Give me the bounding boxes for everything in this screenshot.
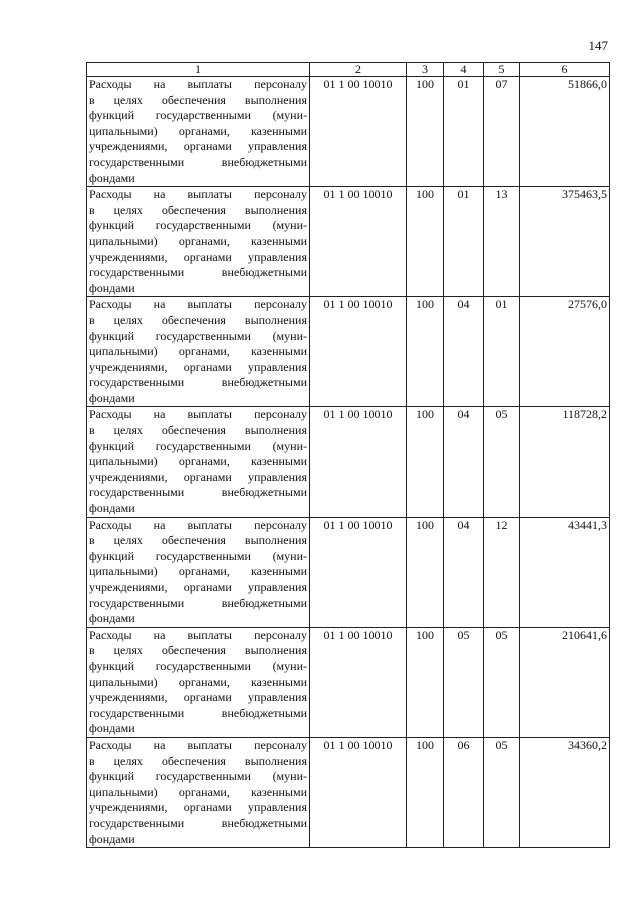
section-cell: 01 <box>444 77 484 187</box>
column-header-6: 6 <box>520 63 610 77</box>
expense-name-cell <box>87 627 310 737</box>
expense-name-line: ципальными) органами, казенными <box>89 454 307 469</box>
target-code-cell: 01 1 00 10010 <box>310 407 407 517</box>
expense-name-line: Расходы на выплаты персоналу <box>89 407 307 422</box>
expense-name-cell <box>87 297 310 407</box>
expense-name-line: фондами <box>89 611 135 626</box>
target-code-cell: 01 1 00 10010 <box>310 187 407 297</box>
budget-table <box>86 62 610 848</box>
subsection-cell: 12 <box>484 517 520 627</box>
expense-name-line: в целях обеспечения выполнения <box>89 312 307 327</box>
expense-name-line: ципальными) органами, казенными <box>89 233 307 248</box>
expense-name-line: функций государственными (муни- <box>89 658 307 673</box>
expense-name-line: в целях обеспечения выполнения <box>89 533 307 548</box>
expense-name-line: функций государственными (муни- <box>89 328 307 343</box>
expense-name-line: учреждениями, органами управления <box>89 359 307 374</box>
expense-name-line: Расходы на выплаты персоналу <box>89 187 307 202</box>
amount-cell: 34360,2 <box>520 737 610 847</box>
expense-name-line: учреждениями, органами управления <box>89 690 307 705</box>
expense-name-line: Расходы на выплаты персоналу <box>89 737 307 752</box>
expense-type-cell: 100 <box>407 187 444 297</box>
expense-name-line: государственными внебюджетными <box>89 265 307 280</box>
amount-cell: 27576,0 <box>520 297 610 407</box>
section-cell: 04 <box>444 297 484 407</box>
expense-name-line: в целях обеспечения выполнения <box>89 753 307 768</box>
expense-type-cell: 100 <box>407 77 444 187</box>
expense-name-line: Расходы на выплаты персоналу <box>89 297 307 312</box>
target-code-cell: 01 1 00 10010 <box>310 627 407 737</box>
subsection-cell: 05 <box>484 627 520 737</box>
expense-name-line: учреждениями, органами управления <box>89 249 307 264</box>
expense-name-line: учреждениями, органами управления <box>89 139 307 154</box>
expense-name-cell <box>87 737 310 847</box>
subsection-cell: 13 <box>484 187 520 297</box>
expense-type-cell: 100 <box>407 737 444 847</box>
target-code-cell: 01 1 00 10010 <box>310 297 407 407</box>
section-cell: 04 <box>444 407 484 517</box>
expense-name-line: ципальными) органами, казенными <box>89 123 307 138</box>
expense-name-line: фондами <box>89 390 135 405</box>
expense-name-line: функций государственными (муни- <box>89 108 307 123</box>
expense-name-cell <box>87 407 310 517</box>
column-header-3: 3 <box>407 63 444 77</box>
amount-cell: 43441,3 <box>520 517 610 627</box>
amount-cell: 210641,6 <box>520 627 610 737</box>
target-code-cell: 01 1 00 10010 <box>310 737 407 847</box>
amount-cell: 118728,2 <box>520 407 610 517</box>
expense-name-line: в целях обеспечения выполнения <box>89 423 307 438</box>
expense-name-line: в целях обеспечения выполнения <box>89 643 307 658</box>
expense-name-line: учреждениями, органами управления <box>89 800 307 815</box>
table-row <box>87 187 610 297</box>
expense-name-line: государственными внебюджетными <box>89 375 307 390</box>
target-code-cell: 01 1 00 10010 <box>310 517 407 627</box>
subsection-cell: 01 <box>484 297 520 407</box>
amount-cell: 375463,5 <box>520 187 610 297</box>
expense-type-cell: 100 <box>407 297 444 407</box>
expense-name-line: функций государственными (муни- <box>89 769 307 784</box>
subsection-cell: 05 <box>484 407 520 517</box>
expense-name-line: ципальными) органами, казенными <box>89 344 307 359</box>
subsection-cell: 07 <box>484 77 520 187</box>
amount-cell: 51866,0 <box>520 77 610 187</box>
expense-type-cell: 100 <box>407 517 444 627</box>
expense-name-line: фондами <box>89 831 135 846</box>
column-header-1: 1 <box>87 63 310 77</box>
expense-name-line: фондами <box>89 721 135 736</box>
section-cell: 05 <box>444 627 484 737</box>
expense-name-line: государственными внебюджетными <box>89 815 307 830</box>
expense-name-line: учреждениями, органами управления <box>89 580 307 594</box>
expense-name-line: функций государственными (муни- <box>89 548 307 563</box>
table-body <box>87 77 610 848</box>
expense-name-line: фондами <box>89 501 135 516</box>
target-code-cell: 01 1 00 10010 <box>310 77 407 187</box>
expense-name-line: фондами <box>89 280 135 295</box>
column-header-5: 5 <box>484 63 520 77</box>
section-cell: 01 <box>444 187 484 297</box>
expense-type-cell: 100 <box>407 627 444 737</box>
expense-name-cell <box>87 187 310 297</box>
expense-name-line: фондами <box>89 170 135 185</box>
section-cell: 06 <box>444 737 484 847</box>
expense-name-line: Расходы на выплаты персоналу <box>89 77 307 91</box>
table-row <box>87 407 610 517</box>
expense-name-line: государственными внебюджетными <box>89 485 307 500</box>
section-cell: 04 <box>444 517 484 627</box>
column-header-4: 4 <box>444 63 484 77</box>
column-header-2: 2 <box>310 63 407 77</box>
expense-name-cell <box>87 517 310 627</box>
expense-name-line: государственными внебюджетными <box>89 705 307 720</box>
expense-name-line: Расходы на выплаты персоналу <box>89 627 307 642</box>
table-row <box>87 77 610 187</box>
expense-name-line: функций государственными (муни- <box>89 438 307 453</box>
table-row <box>87 737 610 847</box>
expense-name-line: ципальными) органами, казенными <box>89 784 307 799</box>
page-number: 147 <box>588 38 608 53</box>
expense-name-line: функций государственными (муни- <box>89 218 307 233</box>
table-row <box>87 517 610 627</box>
table-row <box>87 627 610 737</box>
table-row <box>87 297 610 407</box>
expense-name-line: государственными внебюджетными <box>89 595 307 610</box>
expense-name-line: в целях обеспечения выполнения <box>89 92 307 107</box>
expense-type-cell: 100 <box>407 407 444 517</box>
expense-name-line: ципальными) органами, казенными <box>89 564 307 579</box>
expense-name-line: учреждениями, органами управления <box>89 469 307 484</box>
header-row <box>87 63 610 77</box>
expense-name-line: Расходы на выплаты персоналу <box>89 517 307 532</box>
expense-name-cell <box>87 77 310 187</box>
expense-name-line: в целях обеспечения выполнения <box>89 202 307 217</box>
expense-name-line: государственными внебюджетными <box>89 154 307 169</box>
subsection-cell: 05 <box>484 737 520 847</box>
expense-name-line: ципальными) органами, казенными <box>89 674 307 689</box>
